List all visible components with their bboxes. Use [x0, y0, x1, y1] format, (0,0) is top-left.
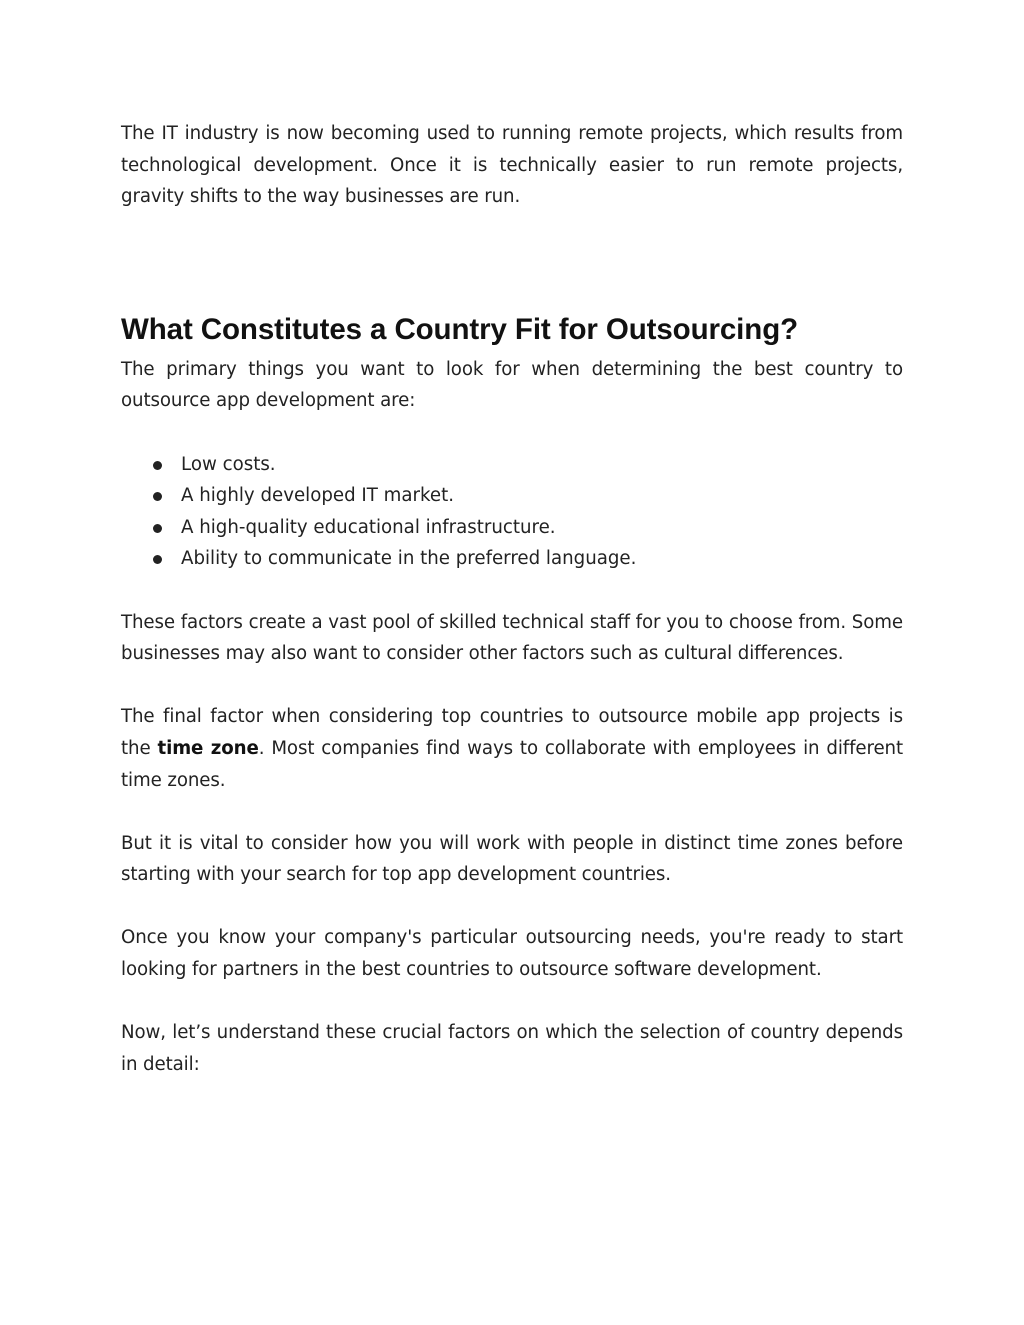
spacer	[121, 417, 903, 449]
spacer	[121, 986, 903, 1018]
list-item	[121, 543, 903, 575]
time-zone-text-before: The final factor when considering top countries to outsource mobile app projects is the	[121, 706, 903, 759]
spacer	[121, 670, 903, 702]
bullet-icon	[153, 461, 162, 470]
document-page	[121, 118, 903, 1080]
needs-paragraph: Once you know your company's particular outsourcing needs, you're ready to start looking for partners in the best countries to outsource software development.	[121, 927, 903, 981]
time-zone-emphasis: time zone	[157, 737, 259, 759]
vital-paragraph: But it is vital to consider how you will work with people in distinct time zones before starting with your search for top app development countries.	[121, 832, 903, 886]
list-item	[121, 512, 903, 544]
time-zone-text-after: . Most companies find ways to collaborate with employees in different time zones.	[121, 737, 904, 791]
closing-paragraph: Now, let’s understand these crucial factors on which the selection of country depends in detail:	[121, 1022, 903, 1075]
time-zone-paragraph	[121, 701, 903, 796]
list-item-label: A highly developed IT market.	[181, 485, 454, 507]
factors-paragraph: These factors create a vast pool of skilled technical staff for you to choose from. Some businesses may also want to consider other factors such as cultural differences.	[121, 611, 903, 665]
section-spacer	[121, 213, 903, 310]
list-item	[121, 480, 903, 512]
spacer	[121, 796, 903, 828]
list-item	[121, 449, 903, 481]
bullet-icon	[153, 555, 162, 564]
list-item-label: A high-quality educational infrastructure.	[181, 516, 556, 538]
bullet-icon	[153, 492, 162, 501]
list-item-label: Ability to communicate in the preferred language.	[181, 548, 637, 570]
list-item-label: Low costs.	[181, 453, 276, 475]
lead-paragraph: The primary things you want to look for when determining the best country to outsource app development are:	[121, 358, 903, 412]
criteria-list	[121, 449, 903, 575]
section-heading: What Constitutes a Country Fit for Outsourcing?	[121, 312, 799, 346]
spacer	[121, 575, 903, 607]
bullet-icon	[153, 524, 162, 533]
intro-paragraph: The IT industry is now becoming used to running remote projects, which results from technological development. Once it is technically easier to run remote projects, gravity shifts to the way businesses are run.	[121, 123, 903, 208]
spacer	[121, 891, 903, 923]
